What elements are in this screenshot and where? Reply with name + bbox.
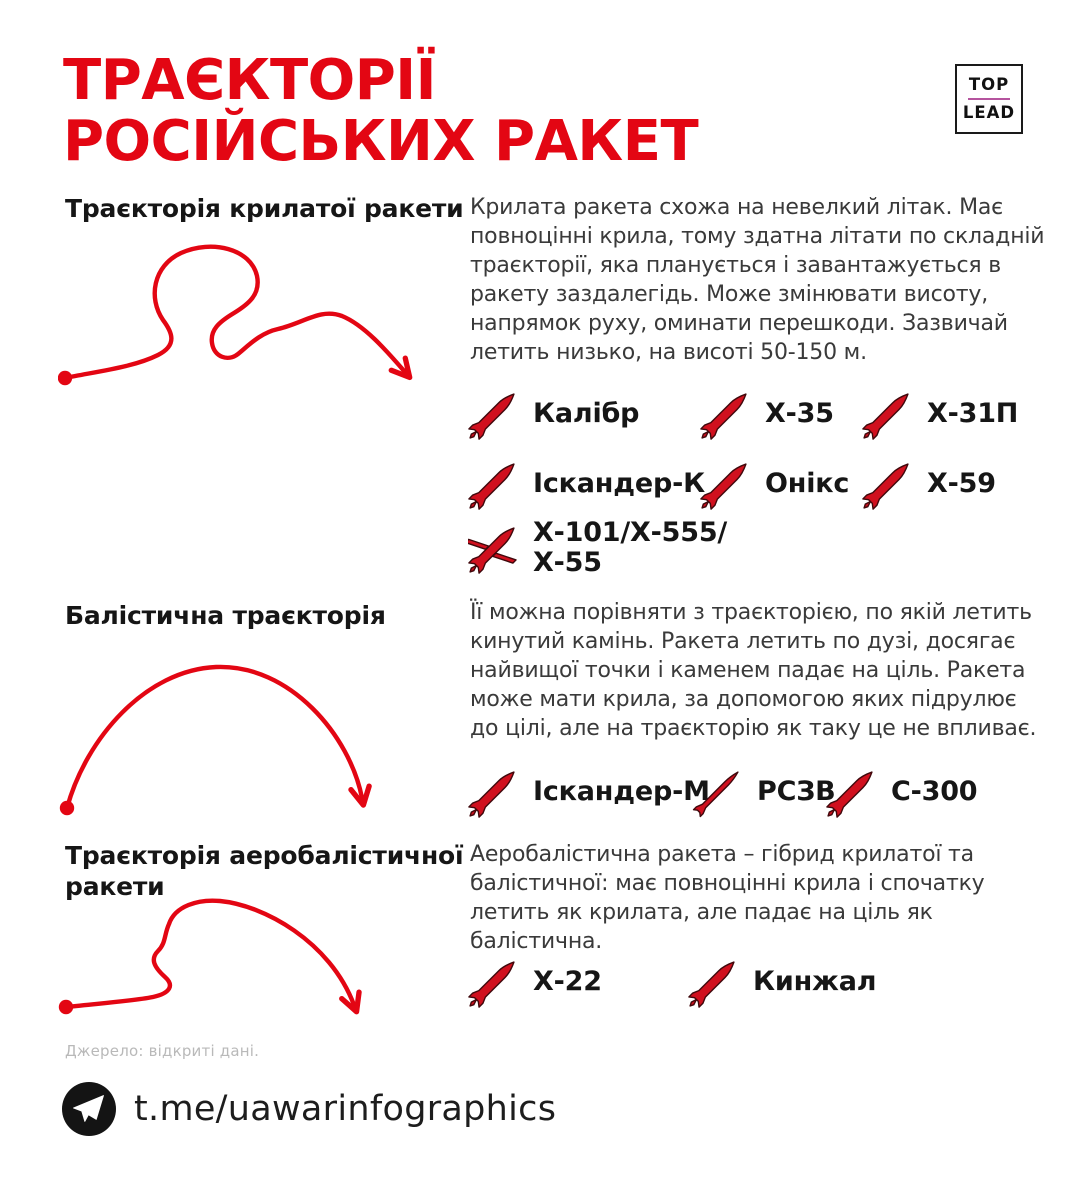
missile-icon xyxy=(468,452,522,516)
missile-label: С-300 xyxy=(891,776,978,807)
missile-item xyxy=(468,382,639,446)
cruise-trajectory-drawing xyxy=(58,232,423,400)
logo-lead-text: LEAD xyxy=(962,103,1016,122)
section-heading-ballistic: Балістична траєкторія xyxy=(65,601,386,630)
missile-icon xyxy=(700,452,754,516)
missile-item xyxy=(862,382,1018,446)
page-title-line1: ТРАЄКТОРІЇ xyxy=(63,48,436,113)
missile-item xyxy=(692,760,836,824)
missile-icon xyxy=(468,516,522,580)
aeroballistic-trajectory-drawing xyxy=(58,893,423,1033)
aeroballistic-description: Аеробалістична ракета – гібрид крилатої та балістичної: має повноцінні крила і спочатку летить як крилата, але падає на ціль як балістична. xyxy=(470,842,985,954)
missile-label: Кинжал xyxy=(753,966,877,997)
missile-item xyxy=(700,382,834,446)
section-heading-aeroballistic: Траєкторія аеробалістичної ракети xyxy=(65,841,464,901)
missile-label: Х-59 xyxy=(927,468,996,499)
missile-icon xyxy=(700,382,754,446)
missile-label: Онікс xyxy=(765,468,850,499)
missile-icon xyxy=(826,760,880,824)
aeroballistic-trajectory-path xyxy=(66,901,354,1007)
missile-label: РСЗВ xyxy=(757,776,836,807)
missile-label: Іскандер-К xyxy=(533,468,705,499)
missile-label: Іскандер-М xyxy=(533,776,710,807)
cruise-description: Крилата ракета схожа на невелкий літак. Має повноцінні крила, тому здатна літати по складній траєкторії, яка планується і завантажується в ракету заздалегідь. Може змінювати висоту, напрямок руху, оминати перешкоди. Зазвичай летить низько, на висоті 50-150 м. xyxy=(470,195,1045,365)
missile-icon xyxy=(862,452,916,516)
missile-label: Х-31П xyxy=(927,398,1019,429)
telegram-icon xyxy=(62,1082,116,1136)
ballistic-trajectory-path xyxy=(67,667,362,808)
missile-item xyxy=(862,452,996,516)
missile-item xyxy=(688,950,876,1014)
footer-link[interactable] xyxy=(62,1082,556,1136)
missile-icon xyxy=(862,382,916,446)
ballistic-description: Її можна порівняти з траєкторією, по якій летить кинутий камінь. Ракета летить по дузі, досягає найвищої точки і каменем падає на ціль. Ракета може мати крила, за допомогою яких підрулює до цілі, але на траєкторію як таку це не впливає. xyxy=(470,600,1037,741)
page-title xyxy=(63,50,883,172)
page-title-line2: РОСІЙСЬКИХ РАКЕТ xyxy=(63,109,699,174)
footer-url: t.me/uawarinfographics xyxy=(134,1089,557,1129)
missile-item xyxy=(468,950,602,1014)
missile-item xyxy=(700,452,849,516)
logo-top-text: TOP xyxy=(968,75,1010,94)
missile-label: Х-35 xyxy=(765,398,834,429)
missile-icon xyxy=(468,950,522,1014)
source-note: Джерело: відкриті дані. xyxy=(65,1042,260,1060)
missile-icon xyxy=(468,760,522,824)
missile-item xyxy=(468,760,710,824)
missile-label: Х-101/Х-555/Х-55 xyxy=(533,517,728,578)
cruise-trajectory-path xyxy=(65,247,405,378)
missile-icon xyxy=(688,950,742,1014)
missile-icon xyxy=(468,382,522,446)
missile-item xyxy=(468,516,748,580)
toplead-logo xyxy=(955,64,1023,134)
missile-icon xyxy=(692,760,746,824)
logo-divider xyxy=(968,98,1010,100)
missile-item xyxy=(826,760,977,824)
ballistic-trajectory-drawing xyxy=(58,638,423,826)
section-heading-cruise: Траєкторія крилатої ракети xyxy=(65,194,464,223)
missile-label: Х-22 xyxy=(533,966,602,997)
missile-item xyxy=(468,452,705,516)
missile-label: Калібр xyxy=(533,398,640,429)
